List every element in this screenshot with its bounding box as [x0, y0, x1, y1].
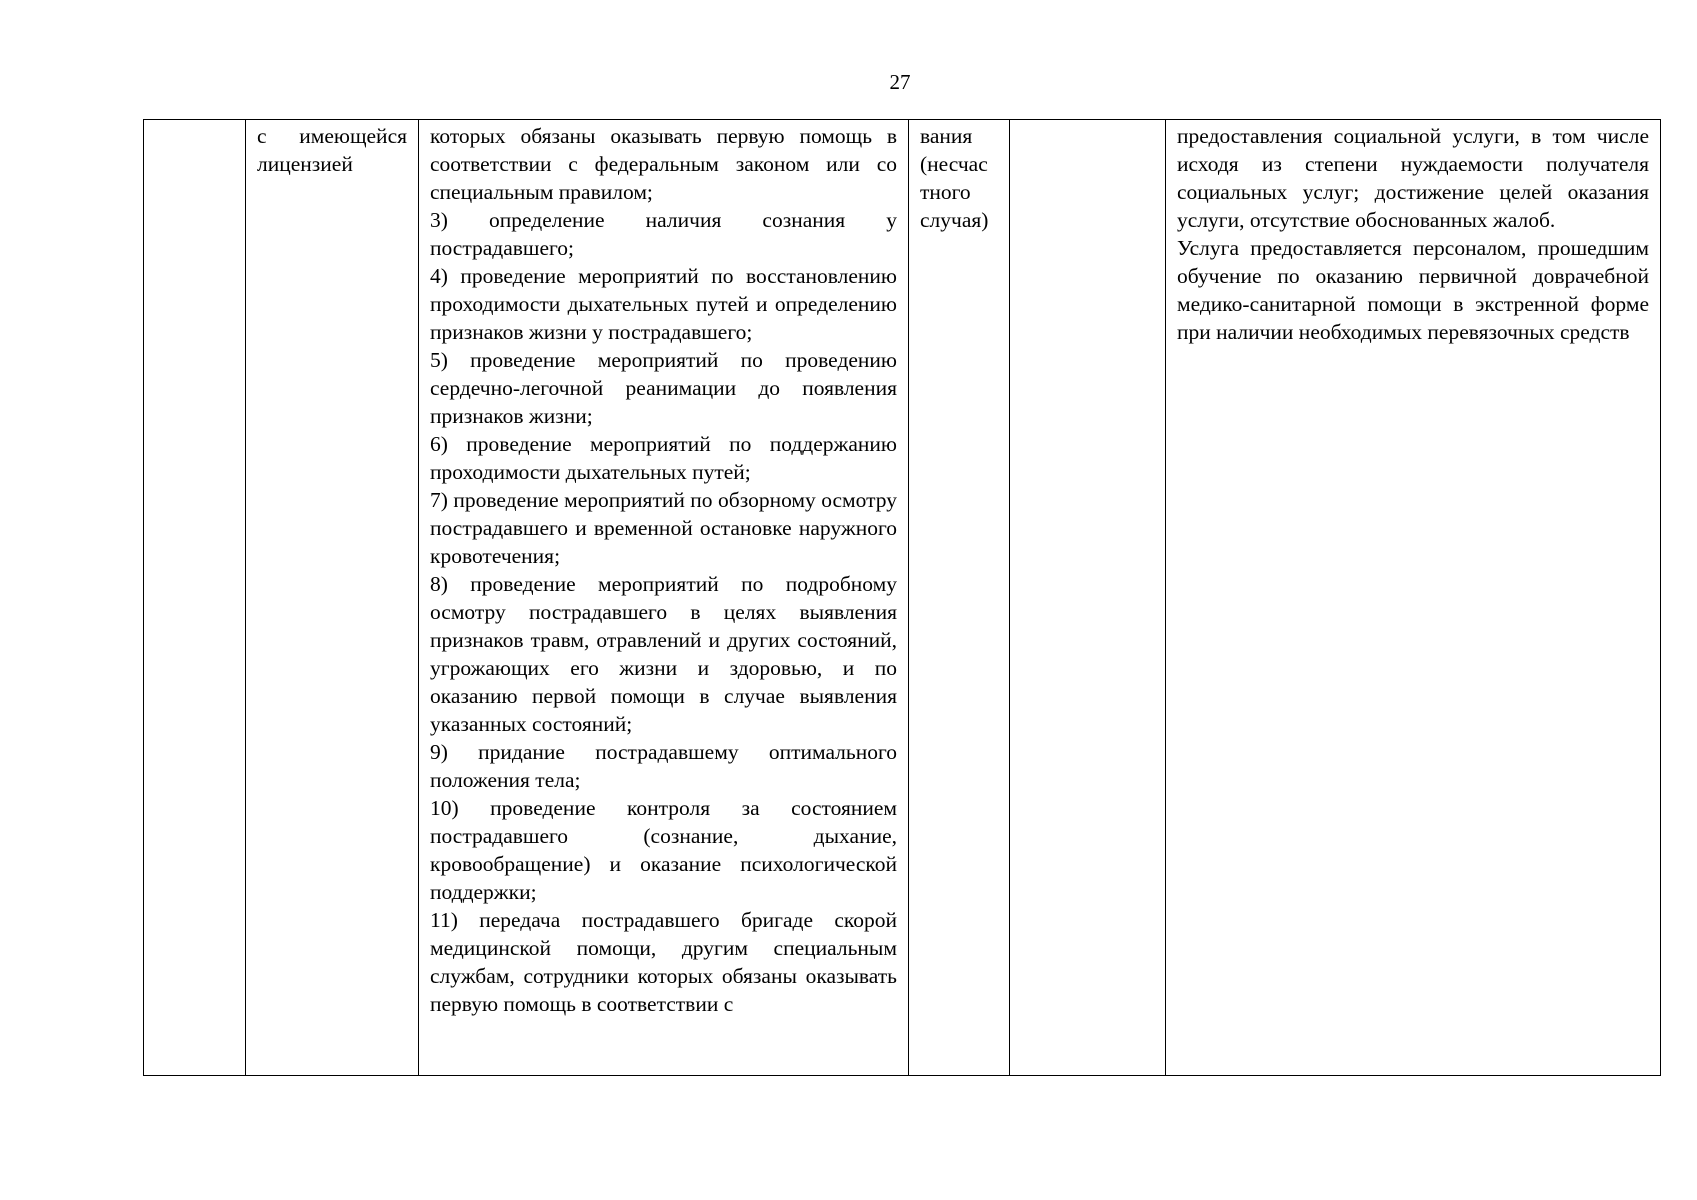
cell-empty	[1010, 120, 1166, 1076]
list-item: которых обязаны оказывать первую помощь в соответствии с федеральным законом или со специальным правилом;	[430, 124, 897, 204]
list-item: 8) проведение мероприятий по подробному осмотру пострадавшего в целях выявления признаков травм, отравлений и других состояний, угрожающих его жизни и здоровью, и по оказанию первой помощи в случае выявления указанных состояний;	[430, 572, 897, 736]
list-item: 9) придание пострадавшему оптимального положения тела;	[430, 740, 897, 792]
cell-quality-criteria	[1166, 120, 1661, 1076]
quality-paragraph: предоставления социальной услуги, в том числе исходя из степени нуждаемости получателя социальных услуг; достижение целей оказания услуги, отсутствие обоснованных жалоб.	[1177, 124, 1649, 232]
quality-paragraph: Услуга предоставляется персоналом, прошедшим обучение по оказанию первичной доврачебной медико-санитарной помощи в экстренной форме при наличии необходимых перевязочных средств	[1177, 236, 1649, 344]
list-item: 3) определение наличия сознания у пострадавшего;	[430, 208, 897, 260]
list-item: 6) проведение мероприятий по поддержанию проходимости дыхательных путей;	[430, 432, 897, 484]
cell-timing	[909, 120, 1010, 1076]
cell-service-description	[419, 120, 909, 1076]
list-item: 5) проведение мероприятий по проведению сердечно-легочной реанимации до появления признаков жизни;	[430, 348, 897, 428]
timing-line: (несчас	[920, 152, 988, 176]
timing-line: тного	[920, 180, 971, 204]
timing-line: вания	[920, 124, 973, 148]
services-table	[143, 119, 1661, 1076]
page-number: 27	[889, 70, 911, 94]
list-item: 4) проведение мероприятий по восстановлению проходимости дыхательных путей и определению признаков жизни у пострадавшего;	[430, 264, 897, 344]
list-item: 7) проведение мероприятий по обзорному осмотру пострадавшего и временной остановке наружного кровотечения;	[430, 488, 897, 568]
cell-conditions	[246, 120, 419, 1076]
table-row	[144, 120, 1661, 1076]
list-item: 10) проведение контроля за состоянием пострадавшего (сознание, дыхание, кровообращение) и оказание психологической поддержки;	[430, 796, 897, 904]
list-item: 11) передача пострадавшего бригаде скорой медицинской помощи, другим специальным службам, сотрудники которых обязаны оказывать первую помощь в соответствии с	[430, 908, 897, 1016]
cell-number	[144, 120, 246, 1076]
timing-line: случая)	[920, 208, 989, 232]
cell-conditions-text: с имеющейся лицензией	[257, 124, 407, 176]
